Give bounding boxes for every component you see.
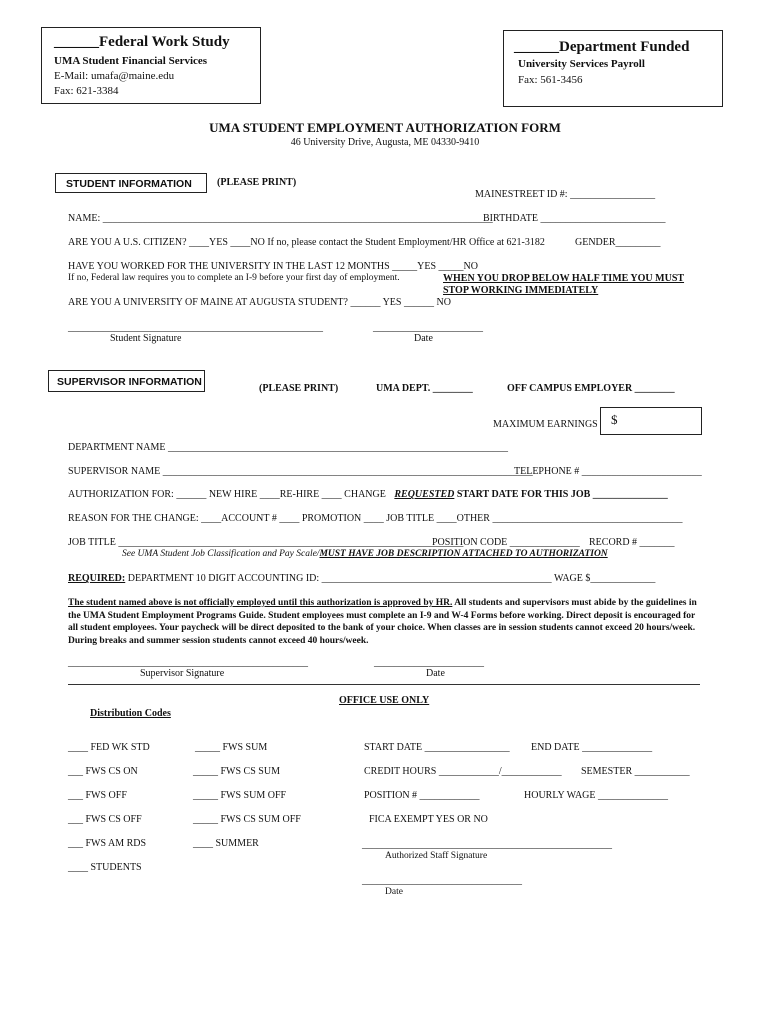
- supervisor-information-label: SUPERVISOR INFORMATION: [48, 370, 205, 392]
- dist-code-fws-sum-off[interactable]: _____ FWS SUM OFF: [193, 790, 287, 801]
- employment-notice-underlined: The student named above is not officially employed until this authorization is approved by HR.: [68, 598, 453, 608]
- start-date-field: START DATE FOR THIS JOB _______________: [454, 489, 668, 500]
- gender-field[interactable]: GENDER_________: [575, 237, 661, 248]
- see-guide-text: See UMA Student Job Classification and Pay Scale/: [122, 549, 320, 559]
- reason-for-change[interactable]: REASON FOR THE CHANGE: ____ACCOUNT # ____ PROMOTION ____ JOB TITLE ____OTHER ______________________________________: [68, 513, 683, 524]
- fws-email: E-Mail: umafa@maine.edu: [54, 70, 175, 82]
- student-name-field[interactable]: NAME: ______________________________________________________________________________: [68, 213, 493, 224]
- citizen-question[interactable]: ARE YOU A U.S. CITIZEN? ____YES ____NO If no, please contact the Student Employment/HR Office at 621-3182: [68, 237, 545, 248]
- department-funded-box: [503, 30, 723, 107]
- fica-exempt-field[interactable]: FICA EXEMPT YES OR NO: [369, 814, 488, 825]
- distribution-codes-label: Distribution Codes: [90, 708, 171, 719]
- dist-code-summer[interactable]: ____ SUMMER: [193, 838, 259, 849]
- requested-label: REQUESTED: [394, 489, 455, 500]
- department-name-field[interactable]: DEPARTMENT NAME ____________________________________________________________________: [68, 442, 508, 453]
- mainestreet-id-field[interactable]: MAINESTREET ID #: _________________: [475, 189, 656, 200]
- supervisor-signature-label: Supervisor Signature: [140, 668, 225, 679]
- i9-notice: If no, Federal law requires you to complete an I-9 before your first day of employment.: [68, 273, 400, 283]
- uma-student-question[interactable]: ARE YOU A UNIVERSITY OF MAINE AT AUGUSTA STUDENT? ______ YES ______ NO: [68, 297, 451, 308]
- fws-fax: Fax: 621-3384: [54, 85, 119, 97]
- half-time-warning-1: WHEN YOU DROP BELOW HALF TIME YOU MUST: [443, 273, 685, 284]
- dist-code-fed-wk-std[interactable]: ____ FED WK STD: [68, 742, 150, 753]
- federal-work-study-title: ______Federal Work Study: [54, 34, 230, 50]
- authorized-signature-line[interactable]: __________________________________________________: [362, 839, 612, 850]
- dist-code-fws-cs-on[interactable]: ___ FWS CS ON: [68, 766, 138, 777]
- required-label: REQUIRED:: [68, 573, 126, 584]
- payroll-fax: Fax: 561-3456: [518, 74, 583, 86]
- job-classification-note: [122, 549, 608, 559]
- dist-code-fws-cs-sum-off[interactable]: _____ FWS CS SUM OFF: [193, 814, 301, 825]
- job-description-required: MUST HAVE JOB DESCRIPTION ATTACHED TO AUTHORIZATION: [319, 549, 608, 559]
- office-date-line[interactable]: ________________________________: [362, 875, 522, 886]
- maximum-earnings-box[interactable]: [600, 407, 702, 435]
- employment-notice: [68, 597, 700, 647]
- authorized-signature-label: Authorized Staff Signature: [385, 851, 488, 861]
- authorization-options: AUTHORIZATION FOR: ______ NEW HIRE ____RE-HIRE ____ CHANGE: [68, 489, 386, 500]
- position-code-field[interactable]: POSITION CODE ______________: [432, 537, 580, 548]
- off-campus-employer-field[interactable]: OFF CAMPUS EMPLOYER ________: [507, 383, 675, 394]
- employment-notice-rest: All students and supervisors must abide by the guidelines in the UMA Student Employment Programs Guide. Student employees must complete an I-9 and W-4 Forms before working. Direct deposit is encouraged for all student employees. Your paycheck will be direct deposited to the bank of your choice. When classes are in session students cannot exceed 20 hours/week. During breaks and summer session students cannot exceed 40 hours/week.: [68, 598, 697, 646]
- office-divider: [68, 684, 700, 685]
- dist-code-fws-sum[interactable]: _____ FWS SUM: [195, 742, 268, 753]
- hourly-wage-field[interactable]: HOURLY WAGE ______________: [524, 790, 668, 801]
- telephone-field[interactable]: TELEPHONE # ________________________: [514, 466, 702, 477]
- department-funded-title: ______Department Funded: [514, 39, 690, 55]
- supervisor-signature-line[interactable]: ________________________________________________: [68, 657, 308, 668]
- worked-question[interactable]: HAVE YOU WORKED FOR THE UNIVERSITY IN THE LAST 12 MONTHS _____YES _____NO: [68, 261, 479, 272]
- position-number-field[interactable]: POSITION # ____________: [364, 790, 480, 801]
- office-use-only-title: OFFICE USE ONLY: [339, 695, 430, 706]
- dist-code-fws-cs-sum[interactable]: _____ FWS CS SUM: [193, 766, 280, 777]
- semester-field[interactable]: SEMESTER ___________: [581, 766, 690, 777]
- student-date-line[interactable]: ______________________: [373, 322, 483, 333]
- payroll-office-name: University Services Payroll: [518, 58, 645, 70]
- fws-office-name: UMA Student Financial Services: [54, 55, 208, 67]
- maximum-earnings-label: MAXIMUM EARNINGS: [493, 419, 598, 430]
- office-end-date-field[interactable]: END DATE ______________: [531, 742, 653, 753]
- student-date-label: Date: [414, 333, 433, 344]
- birthdate-field[interactable]: BIRTHDATE _________________________: [483, 213, 666, 224]
- accounting-id-and-wage: DEPARTMENT 10 DIGIT ACCOUNTING ID: ______________________________________________ WAGE $_____________: [125, 573, 656, 584]
- federal-work-study-box: [41, 27, 261, 104]
- student-signature-label: Student Signature: [110, 333, 182, 344]
- accounting-id-row[interactable]: [68, 573, 655, 584]
- uma-dept-field[interactable]: UMA DEPT. ________: [376, 383, 473, 394]
- dist-code-students[interactable]: ____ STUDENTS: [68, 862, 142, 873]
- dollar-sign: $: [611, 412, 618, 427]
- supervisor-please-print: (PLEASE PRINT): [259, 383, 339, 394]
- authorization-for[interactable]: [68, 489, 668, 500]
- dist-code-fws-cs-off[interactable]: ___ FWS CS OFF: [68, 814, 142, 825]
- record-number-field[interactable]: RECORD # _______: [589, 537, 675, 548]
- credit-hours-field[interactable]: CREDIT HOURS ____________/____________: [364, 766, 562, 777]
- supervisor-date-label: Date: [426, 668, 445, 679]
- office-date-label: Date: [385, 887, 403, 897]
- office-start-date-field[interactable]: START DATE _________________: [364, 742, 510, 753]
- job-title-field[interactable]: JOB TITLE _____________________________________________________________________: [68, 537, 464, 548]
- half-time-warning-2: STOP WORKING IMMEDIATELY: [443, 285, 599, 296]
- supervisor-date-line[interactable]: ______________________: [374, 657, 484, 668]
- dist-code-fws-am-rds[interactable]: ___ FWS AM RDS: [68, 838, 147, 849]
- address: 46 University Drive, Augusta, ME 04330-9410: [290, 137, 480, 148]
- student-signature-line[interactable]: ___________________________________________________: [68, 322, 323, 333]
- supervisor-name-field[interactable]: SUPERVISOR NAME __________________________________________________________________________: [68, 466, 533, 477]
- student-please-print: (PLEASE PRINT): [217, 177, 297, 188]
- student-information-label: STUDENT INFORMATION: [55, 173, 207, 193]
- form-title: UMA STUDENT EMPLOYMENT AUTHORIZATION FORM: [209, 120, 561, 135]
- dist-code-fws-off[interactable]: ___ FWS OFF: [68, 790, 127, 801]
